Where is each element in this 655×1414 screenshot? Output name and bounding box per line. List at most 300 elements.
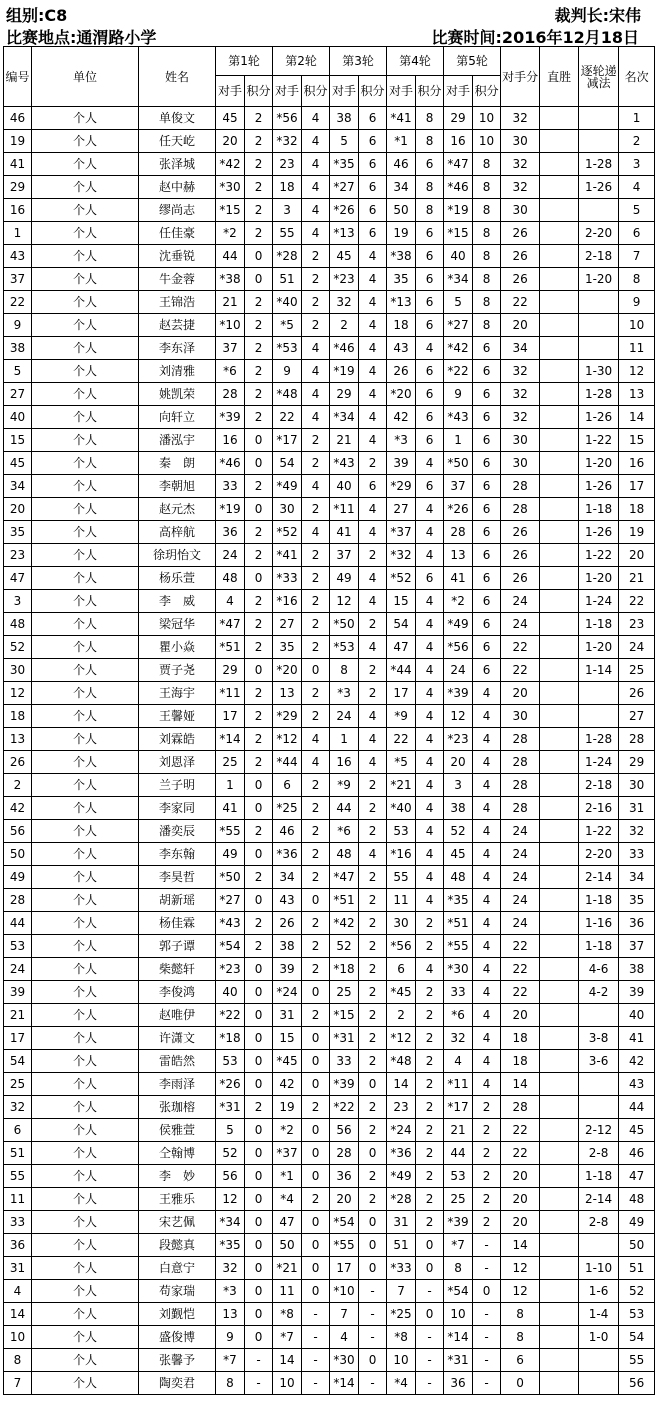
table-cell: 42	[273, 1073, 302, 1096]
table-cell: 个人	[32, 659, 139, 682]
table-cell: 高梓航	[139, 521, 216, 544]
table-cell: 24	[501, 912, 540, 935]
table-cell	[540, 659, 579, 682]
table-cell: 2	[302, 1004, 330, 1027]
table-cell: 2	[359, 935, 387, 958]
table-cell: *11	[216, 682, 245, 705]
table-cell: 1	[619, 107, 655, 130]
table-cell: 2	[302, 636, 330, 659]
table-cell: 2	[302, 613, 330, 636]
table-cell: 个人	[32, 682, 139, 705]
table-cell: 0	[302, 889, 330, 912]
table-cell: 16	[4, 199, 32, 222]
table-cell	[540, 751, 579, 774]
table-cell: 17	[387, 682, 416, 705]
table-cell: 6	[473, 337, 501, 360]
col-opp: 对手	[216, 76, 245, 107]
table-row	[4, 153, 655, 176]
table-cell	[579, 705, 619, 728]
table-row	[4, 820, 655, 843]
table-cell: 52	[216, 1142, 245, 1165]
table-cell: 2	[245, 176, 273, 199]
table-cell: 24	[501, 820, 540, 843]
table-cell: 0	[416, 1303, 444, 1326]
table-cell: 4	[473, 866, 501, 889]
table-cell: 40	[619, 1004, 655, 1027]
table-cell: 21	[619, 567, 655, 590]
table-cell: 4	[416, 728, 444, 751]
table-cell: 个人	[32, 1188, 139, 1211]
table-cell: 潘泓宇	[139, 429, 216, 452]
table-cell: 52	[619, 1280, 655, 1303]
table-cell: 任佳豪	[139, 222, 216, 245]
table-cell: 19	[4, 130, 32, 153]
table-cell: 6	[473, 544, 501, 567]
table-cell: 2	[359, 1119, 387, 1142]
table-cell: 6	[416, 567, 444, 590]
table-cell: 2	[416, 1096, 444, 1119]
table-cell: 4	[444, 1050, 473, 1073]
table-cell: 个人	[32, 728, 139, 751]
table-cell: 6	[473, 360, 501, 383]
table-cell: 1-22	[579, 820, 619, 843]
table-cell: 李雨泽	[139, 1073, 216, 1096]
table-cell: 32	[330, 291, 359, 314]
table-cell: 2	[359, 544, 387, 567]
table-cell	[540, 429, 579, 452]
table-cell: 1-28	[579, 383, 619, 406]
table-cell: 3-6	[579, 1050, 619, 1073]
table-cell	[540, 1280, 579, 1303]
col-pts: 积分	[473, 76, 501, 107]
table-cell: 2	[359, 1096, 387, 1119]
table-cell: *45	[387, 981, 416, 1004]
table-cell: 2	[245, 751, 273, 774]
table-cell: 2	[359, 820, 387, 843]
table-cell: 22	[501, 935, 540, 958]
table-cell: 2	[245, 406, 273, 429]
table-cell: 2	[359, 866, 387, 889]
table-cell: 张珈榕	[139, 1096, 216, 1119]
table-cell: 19	[273, 1096, 302, 1119]
table-cell: 26	[501, 222, 540, 245]
table-cell: 18	[387, 314, 416, 337]
table-cell: 36	[330, 1165, 359, 1188]
table-cell: 个人	[32, 1303, 139, 1326]
table-cell: 4	[359, 245, 387, 268]
table-cell: 31	[619, 797, 655, 820]
table-cell: 28	[501, 728, 540, 751]
table-cell	[540, 889, 579, 912]
table-cell: 瞿小焱	[139, 636, 216, 659]
table-cell: *4	[387, 1372, 416, 1395]
table-cell: 姚凯荣	[139, 383, 216, 406]
table-cell: 24	[216, 544, 245, 567]
table-cell: *25	[387, 1303, 416, 1326]
table-cell: 28	[501, 774, 540, 797]
table-cell: 6	[416, 406, 444, 429]
table-cell: 2	[245, 682, 273, 705]
table-row	[4, 406, 655, 429]
table-cell: 42	[4, 797, 32, 820]
table-cell	[579, 291, 619, 314]
table-cell: *51	[330, 889, 359, 912]
table-cell: 12	[501, 1280, 540, 1303]
table-cell: 30	[501, 199, 540, 222]
table-cell: 29	[619, 751, 655, 774]
table-cell: 0	[302, 1050, 330, 1073]
col-round-1: 第1轮	[216, 47, 273, 76]
table-cell: *53	[273, 337, 302, 360]
table-cell: 49	[330, 567, 359, 590]
table-cell	[540, 820, 579, 843]
table-cell: 32	[501, 153, 540, 176]
table-cell: *39	[444, 1211, 473, 1234]
table-row	[4, 797, 655, 820]
table-cell: 个人	[32, 222, 139, 245]
table-cell: 45	[619, 1119, 655, 1142]
table-row	[4, 1234, 655, 1257]
table-cell: 6	[473, 567, 501, 590]
table-row	[4, 314, 655, 337]
table-cell: 0	[245, 1165, 273, 1188]
table-cell: -	[302, 1326, 330, 1349]
table-cell: 0	[302, 1119, 330, 1142]
table-cell: 2	[245, 130, 273, 153]
table-cell: 4	[359, 360, 387, 383]
table-cell: 任天屹	[139, 130, 216, 153]
table-cell	[540, 682, 579, 705]
table-cell: 36	[619, 912, 655, 935]
table-cell: 20	[501, 314, 540, 337]
table-cell: 31	[4, 1257, 32, 1280]
table-cell: 0	[302, 1073, 330, 1096]
table-cell: 44	[330, 797, 359, 820]
table-cell: *51	[444, 912, 473, 935]
table-cell: *7	[216, 1349, 245, 1372]
table-cell	[579, 1349, 619, 1372]
table-cell: 1-30	[579, 360, 619, 383]
table-cell: 4	[302, 521, 330, 544]
table-cell: 14	[4, 1303, 32, 1326]
table-cell: 6	[359, 176, 387, 199]
table-cell: 4	[473, 1050, 501, 1073]
table-cell: *35	[330, 153, 359, 176]
table-cell: 54	[619, 1326, 655, 1349]
table-cell: 2	[416, 1119, 444, 1142]
table-cell: 35	[619, 889, 655, 912]
table-cell: 28	[216, 383, 245, 406]
table-cell: 0	[302, 1211, 330, 1234]
table-cell: 个人	[32, 130, 139, 153]
table-cell: 0	[302, 1142, 330, 1165]
table-cell: *44	[387, 659, 416, 682]
table-cell: -	[416, 1372, 444, 1395]
table-row	[4, 682, 655, 705]
table-row	[4, 843, 655, 866]
table-cell	[540, 360, 579, 383]
table-cell: 4	[416, 659, 444, 682]
table-cell: 39	[619, 981, 655, 1004]
table-row	[4, 636, 655, 659]
table-cell: 4	[359, 268, 387, 291]
table-cell: 个人	[32, 314, 139, 337]
table-cell	[579, 199, 619, 222]
table-cell: 盛俊博	[139, 1326, 216, 1349]
table-cell: 1-22	[579, 429, 619, 452]
table-cell: 20	[444, 751, 473, 774]
table-cell: 4	[473, 981, 501, 1004]
table-cell: *17	[444, 1096, 473, 1119]
table-cell: 1-20	[579, 452, 619, 475]
table-cell	[540, 912, 579, 935]
table-cell: 2	[359, 1165, 387, 1188]
table-cell: *38	[216, 268, 245, 291]
table-cell: 1	[330, 728, 359, 751]
table-cell: 2	[359, 1188, 387, 1211]
table-cell	[540, 1234, 579, 1257]
table-cell: 18	[4, 705, 32, 728]
table-cell: 2	[359, 452, 387, 475]
table-cell: 2	[302, 774, 330, 797]
table-cell: 15	[619, 429, 655, 452]
table-cell: 个人	[32, 751, 139, 774]
table-cell: 21	[330, 429, 359, 452]
table-cell: 48	[216, 567, 245, 590]
table-cell: 14	[387, 1073, 416, 1096]
table-cell: 个人	[32, 1372, 139, 1395]
table-cell: 0	[245, 1073, 273, 1096]
table-cell	[540, 1303, 579, 1326]
table-cell: 王馨娅	[139, 705, 216, 728]
table-cell: 3-8	[579, 1027, 619, 1050]
table-cell: 0	[302, 1234, 330, 1257]
table-cell	[540, 544, 579, 567]
table-cell: 4	[359, 567, 387, 590]
table-cell: 4	[359, 429, 387, 452]
col-pts: 积分	[416, 76, 444, 107]
col-opp: 对手	[387, 76, 416, 107]
table-cell: 个人	[32, 406, 139, 429]
table-cell: 2	[245, 222, 273, 245]
table-cell: *32	[387, 544, 416, 567]
table-cell: 1-26	[579, 475, 619, 498]
table-cell: *29	[273, 705, 302, 728]
table-cell: 25	[444, 1188, 473, 1211]
table-cell: *39	[216, 406, 245, 429]
table-cell: *52	[273, 521, 302, 544]
table-cell: 2	[416, 1142, 444, 1165]
table-cell: 20	[501, 1165, 540, 1188]
table-cell: *3	[387, 429, 416, 452]
table-cell: 0	[359, 1211, 387, 1234]
table-row	[4, 452, 655, 475]
table-cell: 56	[216, 1165, 245, 1188]
table-cell: 4	[416, 544, 444, 567]
table-cell: 4	[473, 728, 501, 751]
table-cell: 30	[619, 774, 655, 797]
table-cell: *39	[330, 1073, 359, 1096]
table-row	[4, 130, 655, 153]
table-cell: 12	[216, 1188, 245, 1211]
table-cell: 6	[359, 153, 387, 176]
table-cell: 24	[4, 958, 32, 981]
table-cell: 个人	[32, 337, 139, 360]
table-row	[4, 360, 655, 383]
table-cell: 2	[302, 590, 330, 613]
table-cell: 0	[245, 1004, 273, 1027]
table-cell: 26	[501, 521, 540, 544]
table-cell: 16	[330, 751, 359, 774]
table-cell: 34	[619, 866, 655, 889]
table-cell: 54	[387, 613, 416, 636]
table-cell: 55	[4, 1165, 32, 1188]
table-cell	[540, 958, 579, 981]
table-cell: 24	[619, 636, 655, 659]
table-cell: 17	[216, 705, 245, 728]
table-cell: 1	[444, 429, 473, 452]
table-cell: 30	[501, 429, 540, 452]
table-cell: 2	[473, 1188, 501, 1211]
table-cell: *11	[330, 498, 359, 521]
table-cell: *3	[330, 682, 359, 705]
table-cell: 0	[501, 1372, 540, 1395]
table-cell: 38	[330, 107, 359, 130]
table-cell: 26	[273, 912, 302, 935]
table-cell: 3	[619, 153, 655, 176]
table-cell: -	[302, 1349, 330, 1372]
table-row	[4, 1303, 655, 1326]
table-cell: 33	[619, 843, 655, 866]
table-cell: -	[245, 1372, 273, 1395]
table-cell: *37	[273, 1142, 302, 1165]
table-row	[4, 1165, 655, 1188]
table-cell: 2	[245, 521, 273, 544]
table-cell	[540, 866, 579, 889]
table-cell: 2	[245, 337, 273, 360]
table-cell: 11	[387, 889, 416, 912]
table-row	[4, 1257, 655, 1280]
table-cell: 2	[245, 935, 273, 958]
table-cell: *23	[216, 958, 245, 981]
table-cell: *34	[444, 268, 473, 291]
table-cell: 2-20	[579, 843, 619, 866]
table-cell: 0	[302, 1280, 330, 1303]
table-cell: *33	[273, 567, 302, 590]
table-cell: 2	[245, 728, 273, 751]
table-cell: 22	[501, 981, 540, 1004]
table-cell: *14	[216, 728, 245, 751]
table-cell: 40	[330, 475, 359, 498]
table-cell: 2	[302, 314, 330, 337]
table-cell: 4	[416, 705, 444, 728]
table-cell: 1-26	[579, 521, 619, 544]
table-cell: 4	[359, 314, 387, 337]
table-cell: 4	[359, 337, 387, 360]
table-cell: *13	[387, 291, 416, 314]
table-cell: 45	[444, 843, 473, 866]
table-cell: 刘觐恺	[139, 1303, 216, 1326]
table-cell	[540, 383, 579, 406]
table-cell: 33	[330, 1050, 359, 1073]
table-cell: 6	[473, 521, 501, 544]
table-row	[4, 1280, 655, 1303]
table-cell: 4	[302, 475, 330, 498]
table-cell	[540, 199, 579, 222]
table-cell: *15	[444, 222, 473, 245]
table-cell: 1-24	[579, 751, 619, 774]
table-cell: *46	[330, 337, 359, 360]
table-cell: 李 威	[139, 590, 216, 613]
table-cell: 6	[473, 498, 501, 521]
table-cell: 胡新瑶	[139, 889, 216, 912]
table-cell: 个人	[32, 1073, 139, 1096]
table-cell: 15	[387, 590, 416, 613]
table-cell: 38	[4, 337, 32, 360]
table-cell: 44	[619, 1096, 655, 1119]
table-cell: 10	[387, 1349, 416, 1372]
table-cell: 7	[387, 1280, 416, 1303]
table-cell: 0	[302, 659, 330, 682]
table-row	[4, 521, 655, 544]
table-cell: *6	[216, 360, 245, 383]
table-cell: 20	[4, 498, 32, 521]
table-cell: 4	[302, 176, 330, 199]
col-pts: 积分	[302, 76, 330, 107]
table-cell: 22	[501, 659, 540, 682]
table-cell: 0	[245, 567, 273, 590]
table-cell: 2	[302, 544, 330, 567]
table-cell: 18	[501, 1050, 540, 1073]
table-cell: 52	[4, 636, 32, 659]
table-cell: *27	[444, 314, 473, 337]
table-cell: 2	[359, 613, 387, 636]
table-cell: 37	[619, 935, 655, 958]
table-cell: 2	[473, 1211, 501, 1234]
table-cell: 0	[245, 268, 273, 291]
table-cell: *9	[330, 774, 359, 797]
table-cell: 7	[619, 245, 655, 268]
table-cell: 4	[359, 728, 387, 751]
table-cell: 4	[302, 130, 330, 153]
table-cell: 2	[302, 843, 330, 866]
table-cell: 42	[387, 406, 416, 429]
table-cell: 21	[4, 1004, 32, 1027]
table-cell: *24	[273, 981, 302, 1004]
table-cell: 2	[302, 245, 330, 268]
table-cell: *53	[330, 636, 359, 659]
table-row	[4, 1142, 655, 1165]
table-cell	[540, 613, 579, 636]
table-cell: 1-22	[579, 544, 619, 567]
table-cell: 6	[619, 222, 655, 245]
table-cell: 2-12	[579, 1119, 619, 1142]
table-cell: 4	[359, 383, 387, 406]
table-cell: 赵元杰	[139, 498, 216, 521]
table-cell: *31	[444, 1349, 473, 1372]
table-row	[4, 199, 655, 222]
table-cell	[579, 1004, 619, 1027]
table-cell: 1	[4, 222, 32, 245]
table-cell: *46	[444, 176, 473, 199]
table-cell: 2	[302, 866, 330, 889]
table-cell: 2	[359, 659, 387, 682]
table-cell: 4	[473, 797, 501, 820]
table-cell: 8	[473, 291, 501, 314]
table-cell: 33	[444, 981, 473, 1004]
table-cell	[540, 1372, 579, 1395]
table-cell: 个人	[32, 705, 139, 728]
